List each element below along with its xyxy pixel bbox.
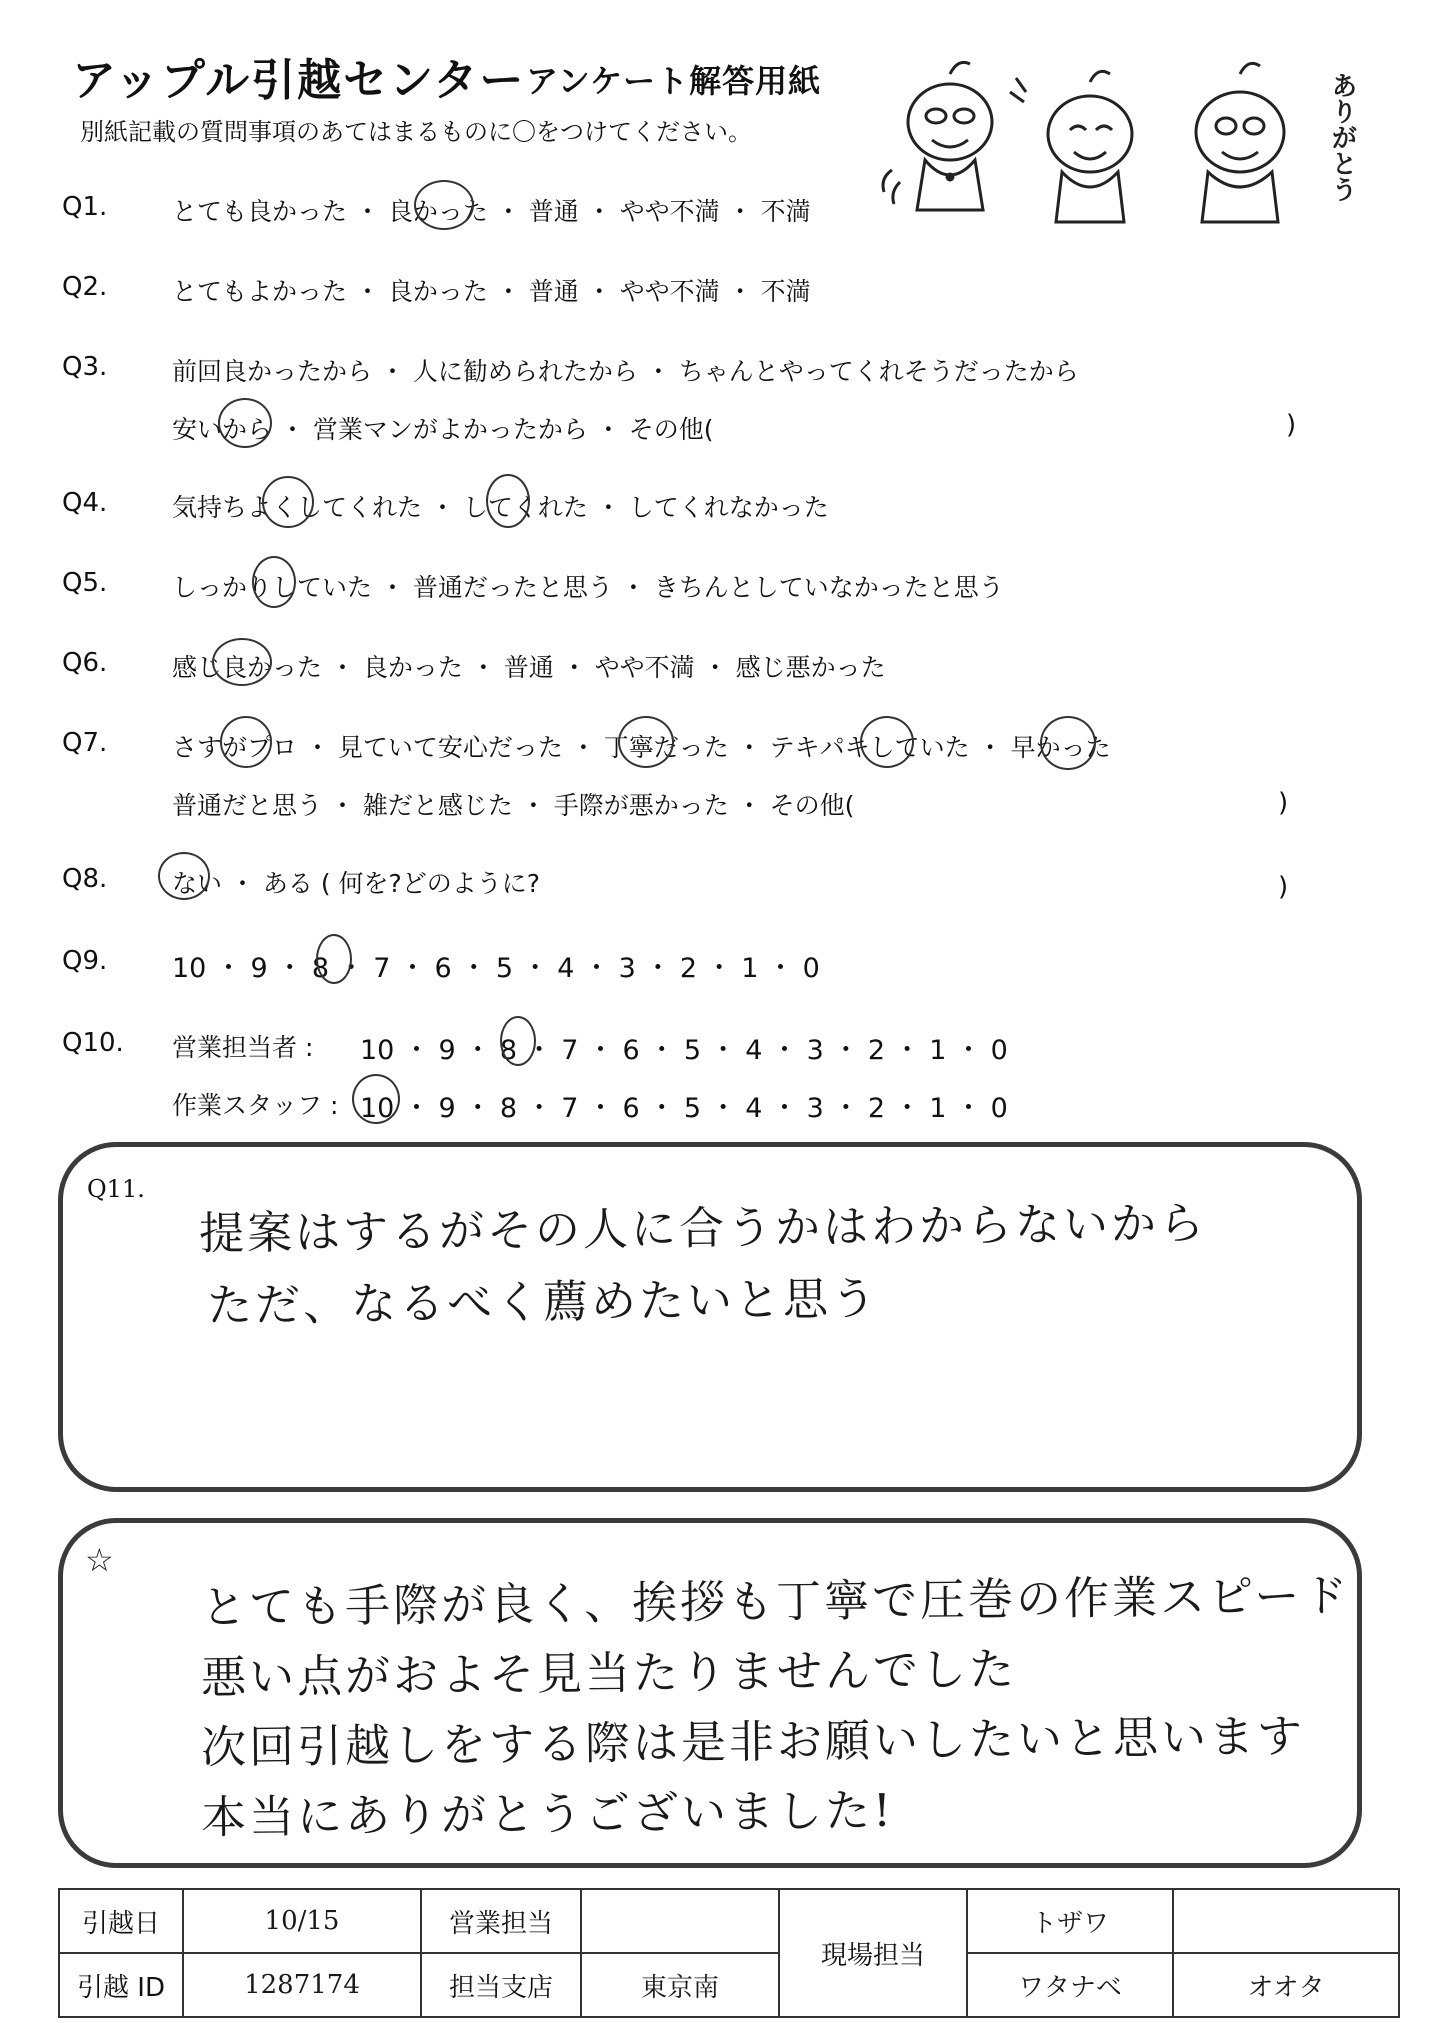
q4-answer-mark-2 [486,474,530,528]
move-date-label: 引越日 [59,1889,183,1953]
comment-line-2: 悪い点がおよそ見当たりませんでした [200,1642,1018,1704]
move-id-label: 引越 ID [59,1953,183,2017]
move-date-value: 10/15 [183,1889,421,1953]
q4-answer-mark-1 [262,476,314,528]
q7-options-line1: さすがプロ ・ 見ていて安心だった ・ 丁寧だった ・ テキパキしていた ・ 早かった [172,733,1111,762]
q7-answer-mark-2 [618,716,674,768]
site-staff-label: 現場担当 [779,1889,967,2017]
q7-answer-mark-1 [220,716,272,768]
form-title: アップル引越センター [72,55,526,106]
mascot-2-icon [1010,71,1132,222]
q9-scale: 10 ・ 9 ・ 8 ・ 7 ・ 6 ・ 5 ・ 4 ・ 3 ・ 2 ・ 1 ・ 0 [172,953,820,984]
q1-options: とても良かった ・ 良かった ・ 普通 ・ やや不満 ・ 不満 [172,197,811,226]
q8-answer-mark [158,852,210,900]
site-staff-3: ワタナベ [967,1953,1173,2017]
q10-label: Q10. [62,1028,124,1058]
q10-sales-label: 営業担当者 : [172,1033,314,1062]
q3-answer-mark [218,398,272,448]
site-staff-2 [1173,1889,1399,1953]
q7-label: Q7. [62,728,108,758]
q11-answer-line-2: ただ、なるべく薦めたいと思う [206,1271,880,1332]
q11-answer-line-1: 提案はするがその人に合うかはわからないから [198,1196,1208,1260]
mascot-1-icon [883,62,992,210]
q3-close-paren: ) [1286,410,1297,440]
q6-answer-mark [212,638,272,686]
q6-options: 感じ良かった ・ 良かった ・ 普通 ・ やや不満 ・ 感じ悪かった [172,653,886,682]
q5-answer-mark [252,556,296,608]
q9-label: Q9. [62,946,108,976]
sales-rep-label: 営業担当 [421,1889,581,1953]
q3-options-line1: 前回良かったから ・ 人に勧められたから ・ ちゃんとやってくれそうだったから [172,357,1079,386]
q3-options-line2: 安いから ・ 営業マンがよかったから ・ その他( [172,415,714,444]
q3-label: Q3. [62,352,108,382]
q8-options: ない ・ ある ( 何を?どのように? [172,869,541,898]
move-id-value: 1287174 [183,1953,421,2017]
sales-rep-value [581,1889,779,1953]
q8-close-paren: ) [1278,872,1289,902]
form-instruction: 別紙記載の質問事項のあてはまるものに〇をつけてください。 [80,118,752,146]
mascot-3-icon [1196,63,1284,222]
branch-value: 東京南 [581,1953,779,2017]
branch-label: 担当支店 [421,1953,581,2017]
q9-answer-mark [316,934,352,984]
q8-label: Q8. [62,864,108,894]
q10-staff-answer-mark [352,1074,400,1124]
q10-staff-scale: 10 ・ 9 ・ 8 ・ 7 ・ 6 ・ 5 ・ 4 ・ 3 ・ 2 ・ 1 ・ 0 [360,1093,1008,1124]
q11-box [58,1142,1362,1492]
q2-label: Q2. [62,272,108,302]
q5-label: Q5. [62,568,108,598]
footer-table [58,1888,1400,2018]
comment-line-1: とても手際が良く、挨拶も丁寧で圧巻の作業スピード [200,1568,1351,1634]
q11-label: Q11. [87,1175,145,1203]
star-icon: ☆ [85,1541,114,1579]
q2-options: とてもよかった ・ 良かった ・ 普通 ・ やや不満 ・ 不満 [172,277,811,306]
q10-sales-scale: 10 ・ 9 ・ 8 ・ 7 ・ 6 ・ 5 ・ 4 ・ 3 ・ 2 ・ 1 ・ 0 [360,1035,1008,1066]
q4-options: 気持ちよくしてくれた ・ してくれた ・ してくれなかった [172,493,829,522]
q10-sales-answer-mark [500,1016,536,1066]
q10-staff-label: 作業スタッフ : [172,1091,339,1120]
thanks-text: ありがとう [1327,72,1357,202]
q4-label: Q4. [62,488,108,518]
q7-answer-mark-4 [1040,716,1096,770]
mascot-illustration [880,52,1360,232]
q5-options: しっかりしていた ・ 普通だったと思う ・ きちんとしていなかったと思う [172,573,1004,602]
comment-line-3: 次回引越しをする際は是非お願いしたいと思います [200,1709,1306,1774]
q1-label: Q1. [62,192,108,222]
q1-answer-mark [414,180,474,230]
site-staff-1: トザワ [967,1889,1173,1953]
form-subtitle: アンケート解答用紙 [526,62,822,100]
q7-answer-mark-3 [860,716,914,768]
comment-line-4: 本当にありがとうございました! [200,1783,895,1844]
q7-close-paren: ) [1278,788,1289,818]
q6-label: Q6. [62,648,108,678]
site-staff-4: オオタ [1173,1953,1399,2017]
q7-options-line2: 普通だと思う ・ 雑だと感じた ・ 手際が悪かった ・ その他( [172,791,855,820]
comment-box [58,1518,1362,1868]
